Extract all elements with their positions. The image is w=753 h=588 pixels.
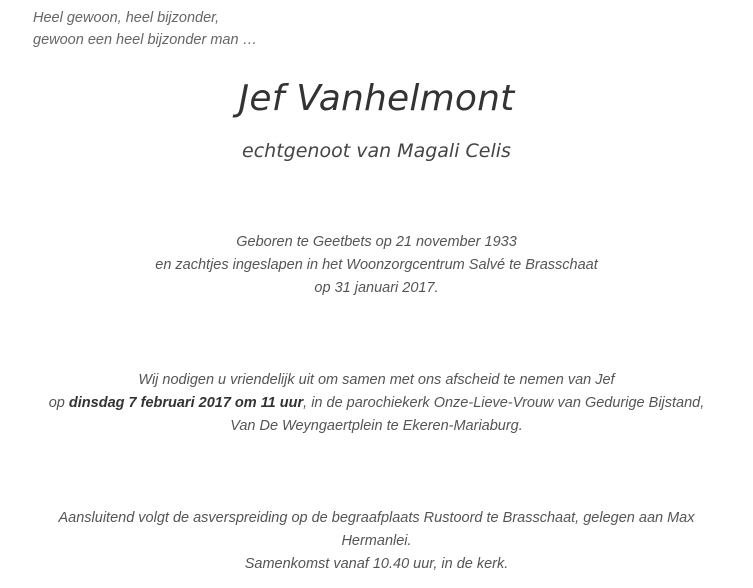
gathering-line: Samenkomst vanaf 10.40 uur, in de kerk. — [244, 556, 509, 572]
invitation-prefix: op — [48, 395, 69, 411]
afterwards-paragraph — [0, 507, 753, 576]
invitation-paragraph — [0, 369, 753, 438]
ceremony-datetime: dinsdag 7 februari 2017 om 11 uur — [68, 395, 304, 411]
birth-death-paragraph — [0, 231, 753, 300]
afterwards-line-1: Aansluitend volgt de asverspreiding op de begraafplaats Rustoord te Brasschaat, gelegen aan Max — [58, 510, 695, 526]
motto-line-2: gewoon een heel bijzonder man … — [33, 32, 258, 48]
birth-line: Geboren te Geetbets op 21 november 1933 — [236, 234, 517, 250]
passing-line: en zachtjes ingeslapen in het Woonzorgcentrum Salvé te Brasschaat — [155, 257, 598, 273]
invitation-line-2 — [0, 392, 753, 415]
motto — [33, 7, 257, 51]
death-date-line: op 31 januari 2017. — [314, 280, 439, 296]
motto-line-1: Heel gewoon, heel bijzonder, — [33, 10, 220, 26]
deceased-relation: echtgenoot van Magali Celis — [242, 140, 511, 162]
deceased-name: Jef Vanhelmont — [238, 78, 515, 119]
invitation-line-1: Wij nodigen u vriendelijk uit om samen met ons afscheid te nemen van Jef — [138, 372, 615, 388]
invitation-line-3: Van De Weyngaertplein te Ekeren-Mariaburg. — [230, 418, 523, 434]
invitation-church: , in de parochiekerk Onze-Lieve-Vrouw van Gedurige Bijstand, — [303, 395, 705, 411]
afterwards-line-2: Hermanlei. — [341, 533, 412, 549]
